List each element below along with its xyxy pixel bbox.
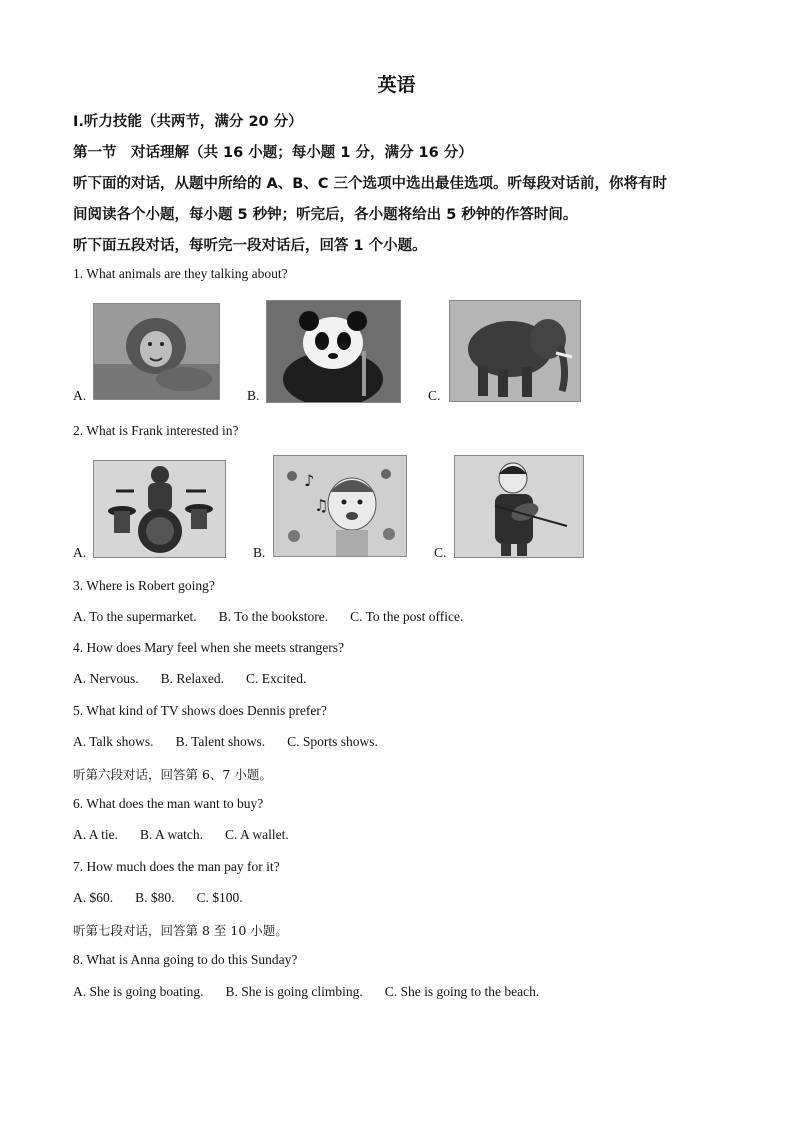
question-3: 3. Where is Robert going? xyxy=(73,578,215,593)
q4-option-c: C. Excited. xyxy=(246,671,307,686)
q2-option-a-label: A. xyxy=(73,545,87,560)
question-2: 2. What is Frank interested in? xyxy=(73,423,239,438)
question-8: 8. What is Anna going to do this Sunday? xyxy=(73,952,298,967)
q7-options xyxy=(73,890,243,906)
q6-option-b: B. A watch. xyxy=(140,827,204,842)
q7-option-a: A. $60. xyxy=(73,890,114,905)
q3-options xyxy=(73,609,463,625)
q5-options xyxy=(73,734,378,750)
q1-option-a-label: A. xyxy=(73,388,87,403)
question-5: 5. What kind of TV shows does Dennis prefer? xyxy=(73,703,327,718)
section1-heading: 第一节 对话理解（共 16 小题；每小题 1 分，满分 16 分） xyxy=(73,145,473,161)
q7-option-c: C. $100. xyxy=(196,890,243,905)
q4-option-b: B. Relaxed. xyxy=(160,671,224,686)
instruction-line-1: 听下面的对话，从题中所给的 A、B、C 三个选项中选出最佳选项。听每段对话前，你将有时 xyxy=(73,176,668,192)
q1-option-b-label: B. xyxy=(247,388,260,403)
q4-options xyxy=(73,671,306,687)
q5-option-b: B. Talent shows. xyxy=(175,734,266,749)
q2-option-c-label: C. xyxy=(434,545,447,560)
q3-option-a: A. To the supermarket. xyxy=(73,609,197,624)
dialogue-6-note: 听第六段对话，回答第 6、7 小题。 xyxy=(73,767,272,782)
svg-text:♫: ♫ xyxy=(314,496,329,515)
q3-option-c: C. To the post office. xyxy=(350,609,464,624)
q5-option-a: A. Talk shows. xyxy=(73,734,154,749)
q6-option-a: A. A tie. xyxy=(73,827,119,842)
instruction-line-3: 听下面五段对话，每听完一段对话后，回答 1 个小题。 xyxy=(73,238,427,254)
q8-option-a: A. She is going boating. xyxy=(73,984,204,999)
q8-option-c: C. She is going to the beach. xyxy=(384,984,540,999)
part1-heading: I.听力技能（共两节，满分 20 分） xyxy=(73,114,303,130)
question-6: 6. What does the man want to buy? xyxy=(73,796,264,811)
q6-option-c: C. A wallet. xyxy=(225,827,289,842)
question-4: 4. How does Mary feel when she meets strangers? xyxy=(73,640,345,655)
question-7: 7. How much does the man pay for it? xyxy=(73,859,280,874)
svg-text:♪: ♪ xyxy=(304,471,315,490)
q3-option-b: B. To the bookstore. xyxy=(218,609,329,624)
question-1: 1. What animals are they talking about? xyxy=(73,266,288,281)
q7-option-b: B. $80. xyxy=(135,890,175,905)
q6-options xyxy=(73,827,289,843)
page-title: 英语 xyxy=(377,74,416,96)
q1-option-c-label: C. xyxy=(428,388,441,403)
dialogue-7-note: 听第七段对话，回答第 8 至 10 小题。 xyxy=(73,923,288,938)
q2-option-b-label: B. xyxy=(253,545,266,560)
q5-option-c: C. Sports shows. xyxy=(287,734,378,749)
lion-photo[interactable] xyxy=(93,303,220,400)
q4-option-a: A. Nervous. xyxy=(73,671,139,686)
q8-option-b: B. She is going climbing. xyxy=(225,984,363,999)
elephant-photo[interactable] xyxy=(449,300,581,402)
drums-drawing[interactable] xyxy=(93,460,226,558)
panda-photo[interactable] xyxy=(266,300,401,403)
q8-options xyxy=(73,984,539,1000)
singing-drawing[interactable] xyxy=(273,455,407,557)
instruction-line-2: 间阅读各个小题，每小题 5 秒钟；听完后，各小题将给出 5 秒钟的作答时间。 xyxy=(73,207,578,223)
violin-drawing[interactable] xyxy=(454,455,584,558)
